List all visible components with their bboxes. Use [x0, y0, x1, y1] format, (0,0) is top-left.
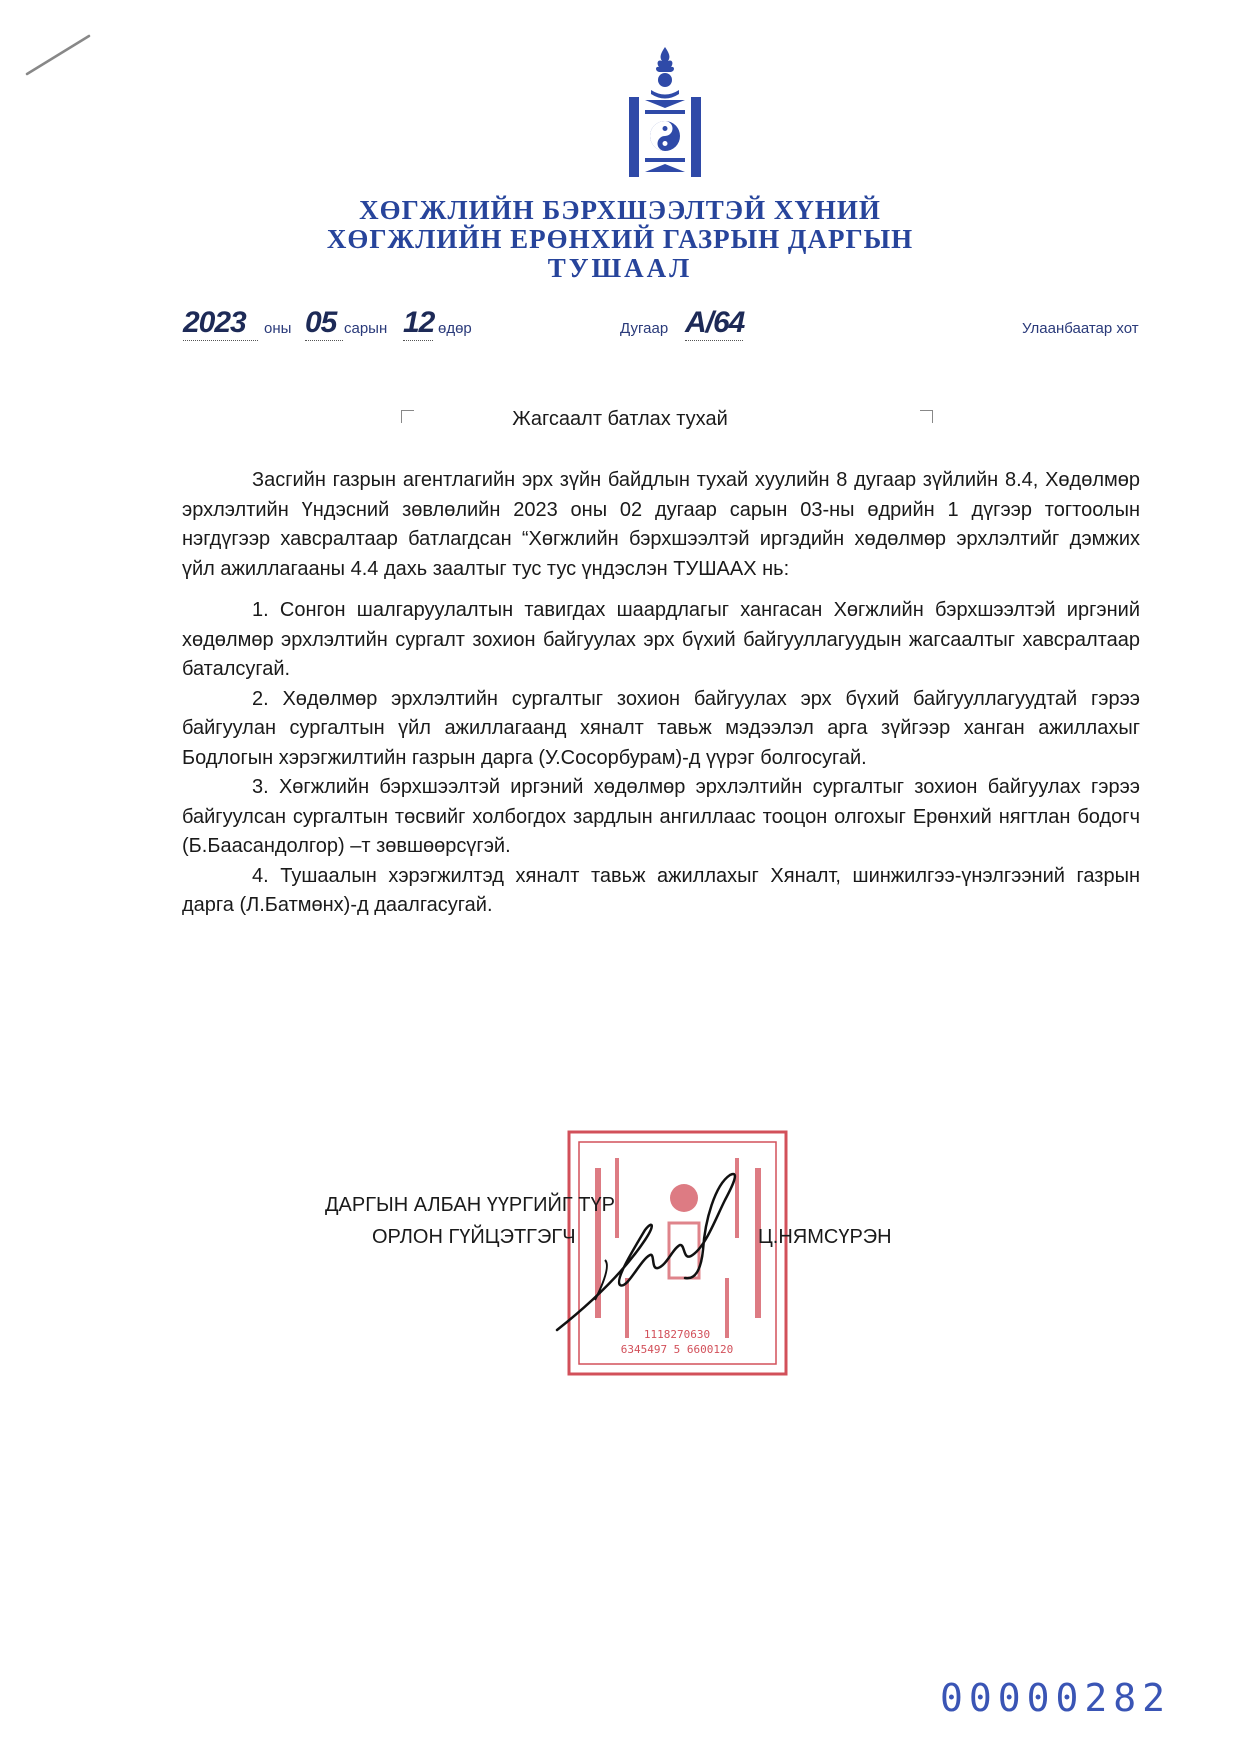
header-line-1: ХӨГЖЛИЙН БЭРХШЭЭЛТЭЙ ХҮНИЙ: [359, 195, 881, 225]
year-suffix: оны: [264, 320, 292, 337]
handwritten-year: 2023: [183, 306, 258, 341]
header-line-3: ТУШААЛ: [547, 253, 693, 283]
date-number-row: [0, 306, 1240, 346]
soyombo-emblem-icon: [625, 45, 705, 180]
stamp-code-1: 1118270630: [643, 1328, 711, 1341]
number-label: Дугаар: [620, 320, 669, 337]
order-item: 4. Тушаалын хэрэгжилтэд хяналт тавьж ажиллахыг Хяналт, шинжилгээ-үнэлгээний газрын дарга (Л.Батмөнх)-д даалгасугай.: [182, 864, 1140, 916]
document-title: Жагсаалт батлах тухай: [512, 408, 728, 430]
intro-paragraph: Засгийн газрын агентлагийн эрх зүйн байдлын тухай хуулийн 8 дугаар зүйлийн 8.4, Хөдөлмөр эрхлэлтийн Үндэсний зөвлөлийн 2023 оны 02 дугаар сарын 03-ны өдрийн 1 дүгээр тогтоолын нэгдүгээр хавсралтаар батлагдсан “Хөгжлийн бэрхшээлтэй иргэдийн хөдөлмөр эрхлэлтийг дэмжих үйл ажиллагааны 4.4 дахь заалтыг тус тус үндэслэн ТУШААХ нь:: [182, 469, 1140, 580]
handwritten-day: 12: [403, 306, 435, 339]
document-header: [0, 196, 1240, 283]
day-suffix: өдөр: [438, 320, 472, 337]
signer-name: Ц.НЯМСҮРЭН: [758, 1226, 892, 1248]
stamp-code-2: 6345497 5 6600120: [620, 1343, 734, 1356]
order-item: 1. Сонгон шалгаруулалтын тавигдах шаардлагыг хангасан Хөгжлийн бэрхшээлтэй иргэний хөдөлмөр эрхлэлтийн сургалт зохион байгуулах эрх бүхий байгууллагуудын жагсаалтыг хавсралтаар баталсугай.: [182, 599, 1140, 680]
serial-number: 00000282: [940, 1676, 1172, 1720]
signer-role-line-1: ДАРГЫН АЛБАН ҮҮРГИЙГ ТҮР: [325, 1194, 615, 1216]
handwritten-signature: [555, 1160, 765, 1340]
header-line-2: ХӨГЖЛИЙН ЕРӨНХИЙ ГАЗРЫН ДАРГЫН: [326, 224, 914, 254]
handwritten-number: А/64: [685, 306, 745, 339]
order-item: 3. Хөгжлийн бэрхшээлтэй иргэний хөдөлмөр эрхлэлтийн сургалтыг зохион байгуулах гэрээ байгуулсан сургалтын төсвийг холбогдох зардлын ангиллаас тооцон олгохыг Ерөнхий нягтлан бодогч (Б.Баасандолгор) –т зөвшөөрсүгэй.: [182, 776, 1140, 857]
order-item: 2. Хөдөлмөр эрхлэлтийн сургалтыг зохион байгуулах эрх бүхий байгууллагуудтай гэрээ байгуулан сургалтын үйл ажиллагаанд хяналт тавьж мэдээлэл арга зүйгээр ханган ажиллахыг Бодлогын хэрэгжилтийн газрын дарга (У.Сосорбурам)-д үүрэг болгосугай.: [182, 687, 1140, 769]
month-suffix: сарын: [344, 320, 388, 337]
handwritten-month: 05: [305, 306, 343, 341]
document-body: [182, 466, 1140, 921]
signer-role-line-2: ОРЛОН ГҮЙЦЭТГЭГЧ: [372, 1226, 576, 1248]
pen-stroke-mark: [25, 30, 95, 80]
city-label: Улаанбаатар хот: [1022, 320, 1139, 337]
